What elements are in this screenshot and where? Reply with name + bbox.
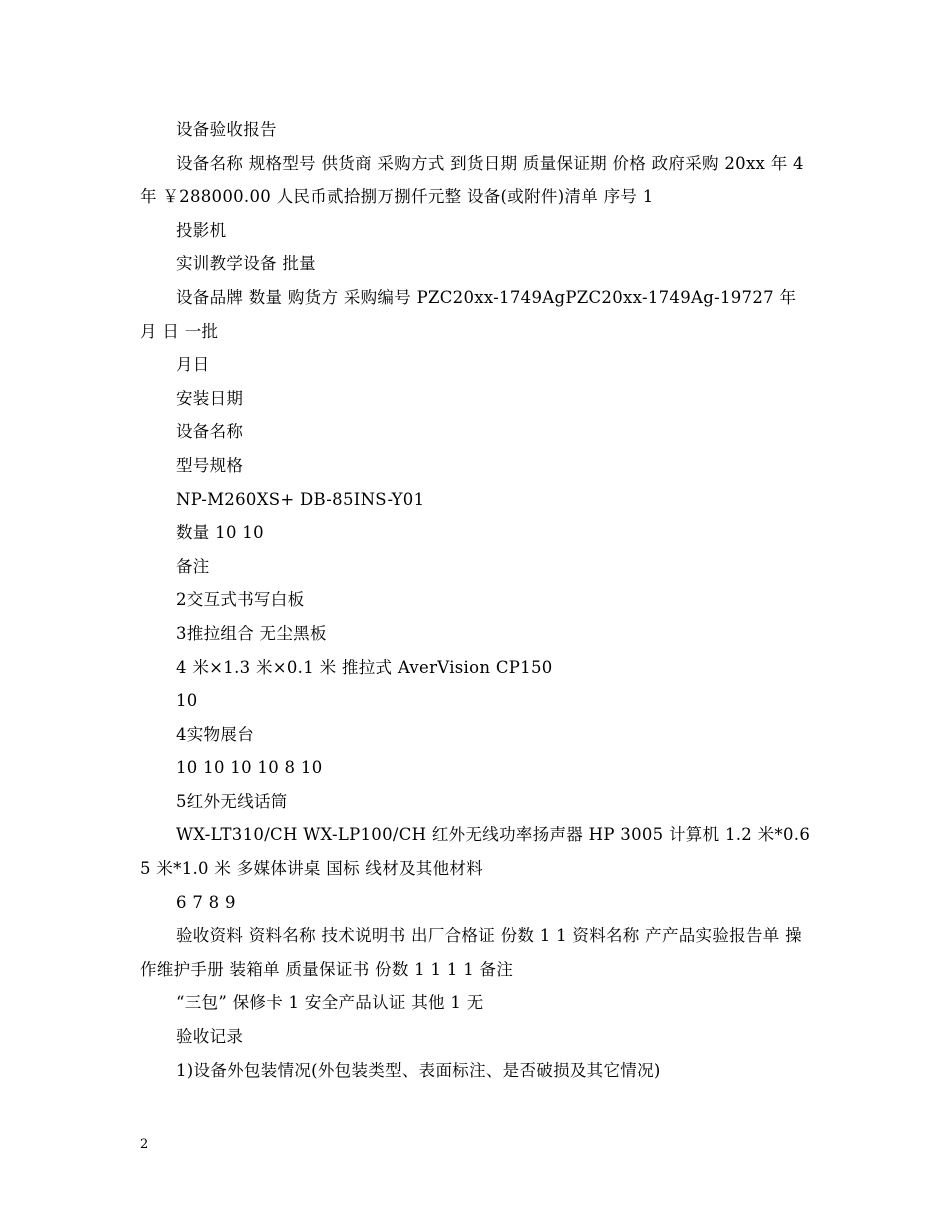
paragraph-ten: 10 — [176, 691, 198, 711]
paragraph-item-2: 2交互式书写白板 — [176, 590, 305, 610]
paragraph-packaging: 1)设备外包装情况(外包装类型、表面标注、是否破损及其它情况) — [176, 1060, 661, 1080]
paragraph-month-day: 月日 — [176, 355, 210, 375]
paragraph-item-3: 3推拉组合 无尘黑板 — [176, 623, 327, 643]
paragraph-item-numbers: 6 7 8 9 — [176, 892, 236, 912]
paragraph-warranty: “三包” 保修卡 1 安全产品认证 其他 1 无 — [176, 993, 484, 1013]
paragraph-models-list: WX-LT310/CH WX-LP100/CH 红外无线功率扬声器 HP 3005 计算机 1.2 米*0.65 米*1.0 米 多媒体讲桌 国标 线材及其他材料 — [140, 825, 811, 879]
page-number: 2 — [140, 1137, 149, 1152]
paragraph-equipment-name: 设备名称 — [176, 422, 244, 442]
paragraph-item-4: 4实物展台 — [176, 724, 254, 744]
paragraph-item-5: 5红外无线话筒 — [176, 791, 288, 811]
paragraph-projector: 投影机 — [176, 220, 227, 240]
paragraph-dimensions: 4 米×1.3 米×0.1 米 推拉式 AverVision CP150 — [176, 657, 553, 677]
paragraph-equipment-info: 设备名称 规格型号 供货商 采购方式 到货日期 质量保证期 价格 政府采购 20xx 年 4年 ￥288000.00 人民币贰拾捌万捌仟元整 设备(或附件)清单 序号 1 — [140, 153, 804, 207]
paragraph-acceptance-docs: 验收资料 资料名称 技术说明书 出厂合格证 份数 1 1 资料名称 产产品实验报告单 操作维护手册 装箱单 质量保证书 份数 1 1 1 1 备注 — [140, 926, 802, 979]
paragraph-model-numbers: NP-M260XS+ DB-85INS-Y01 — [176, 489, 425, 509]
paragraph-quantity: 数量 10 10 — [176, 523, 264, 543]
paragraph-model-spec: 型号规格 — [176, 455, 244, 475]
paragraph-brand-info: 设备品牌 数量 购货方 采购编号 PZC20xx-1749AgPZC20xx-1749Ag-19727 年 月 日 一批 — [140, 287, 802, 341]
paragraph-install-date: 安装日期 — [176, 388, 244, 408]
paragraph-acceptance-record: 验收记录 — [176, 1027, 244, 1047]
paragraph-remarks: 备注 — [176, 556, 210, 576]
document-body — [140, 113, 812, 1087]
paragraph-quantities: 10 10 10 10 8 10 — [176, 758, 323, 778]
report-title: 设备验收报告 — [176, 120, 277, 139]
paragraph-training-equipment: 实训教学设备 批量 — [176, 254, 316, 274]
